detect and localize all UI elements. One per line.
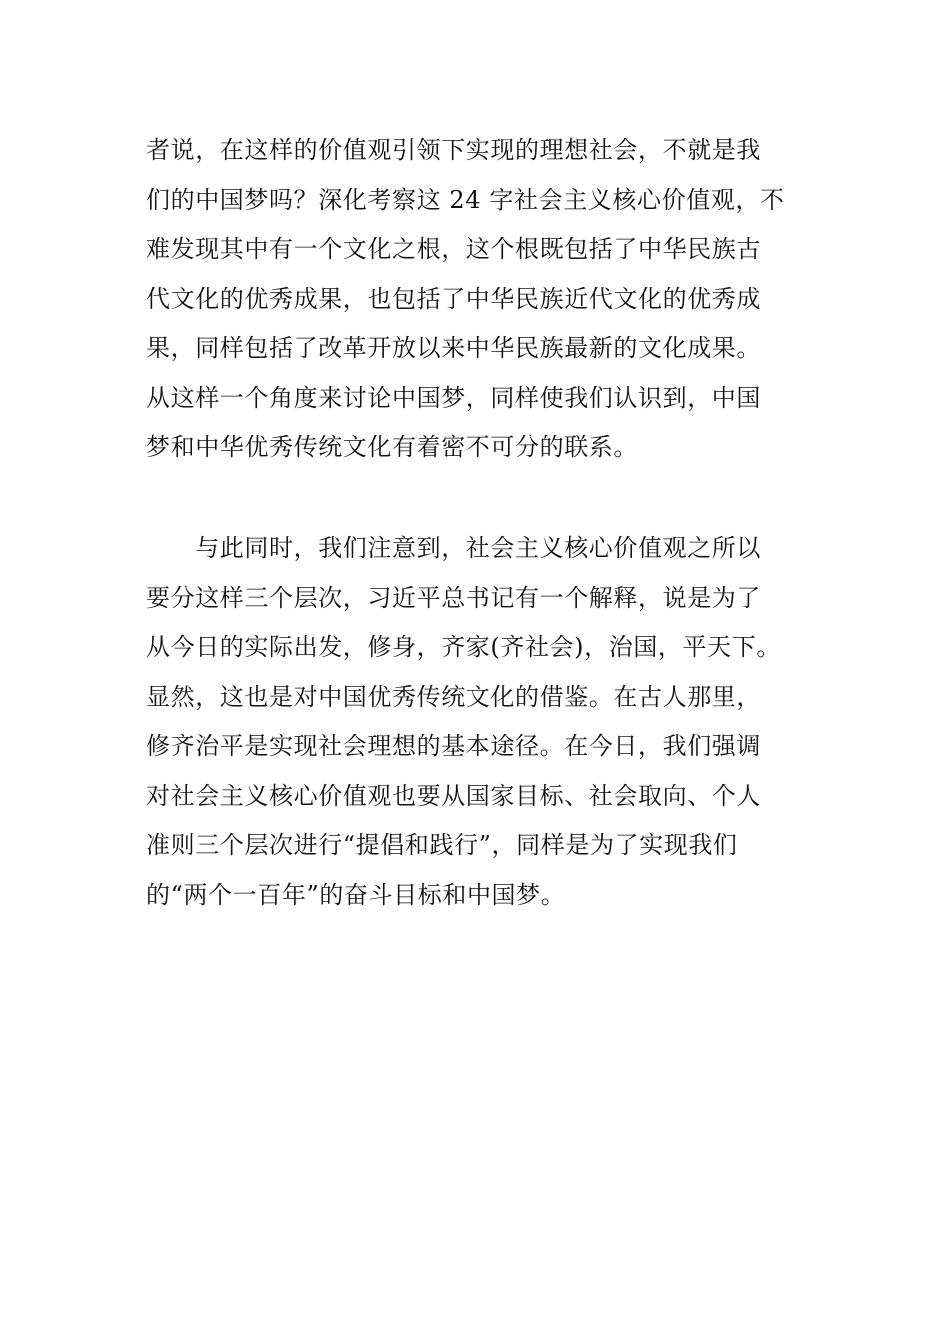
paragraph-line: 果，同样包括了改革开放以来中华民族最新的文化成果。: [146, 334, 761, 362]
paragraph-line: 要分这样三个层次，习近平总书记有一个解释，说是为了: [146, 583, 761, 612]
paragraph-1: [146, 126, 826, 473]
paragraph-line: 从这样一个角度来讨论中国梦，同样使我们认识到，中国: [146, 383, 761, 412]
paragraph-line: 显然，这也是对中国优秀传统文化的借鉴。在古人那里，: [146, 682, 761, 711]
paragraph-line: 梦和中华优秀传统文化有着密不可分的联系。: [146, 433, 638, 461]
paragraph-2: [146, 524, 826, 920]
paragraph-line: 难发现其中有一个文化之根，这个根既包括了中华民族古: [146, 235, 761, 263]
paragraph-line: 的“两个一百年”的奋斗目标和中国梦。: [146, 880, 566, 909]
paragraph-line: 对社会主义核心价值观也要从国家目标、社会取向、个人: [146, 781, 761, 810]
paragraph-line: 代文化的优秀成果，也包括了中华民族近代文化的优秀成: [146, 284, 761, 313]
paragraph-line: 与此同时，我们注意到，社会主义核心价值观之所以: [146, 534, 761, 562]
paragraph-line: 们的中国梦吗？深化考察这 24 字社会主义核心价值观，不: [146, 185, 785, 214]
paragraph-line: 从今日的实际出发，修身，齐家(齐社会)，治国，平天下。: [146, 633, 781, 661]
paragraph-line: 者说，在这样的价值观引领下实现的理想社会，不就是我: [146, 136, 761, 164]
paragraph-line: 准则三个层次进行“提倡和践行”，同样是为了实现我们: [146, 831, 738, 859]
paragraph-line: 修齐治平是实现社会理想的基本途径。在今日，我们强调: [146, 732, 761, 760]
